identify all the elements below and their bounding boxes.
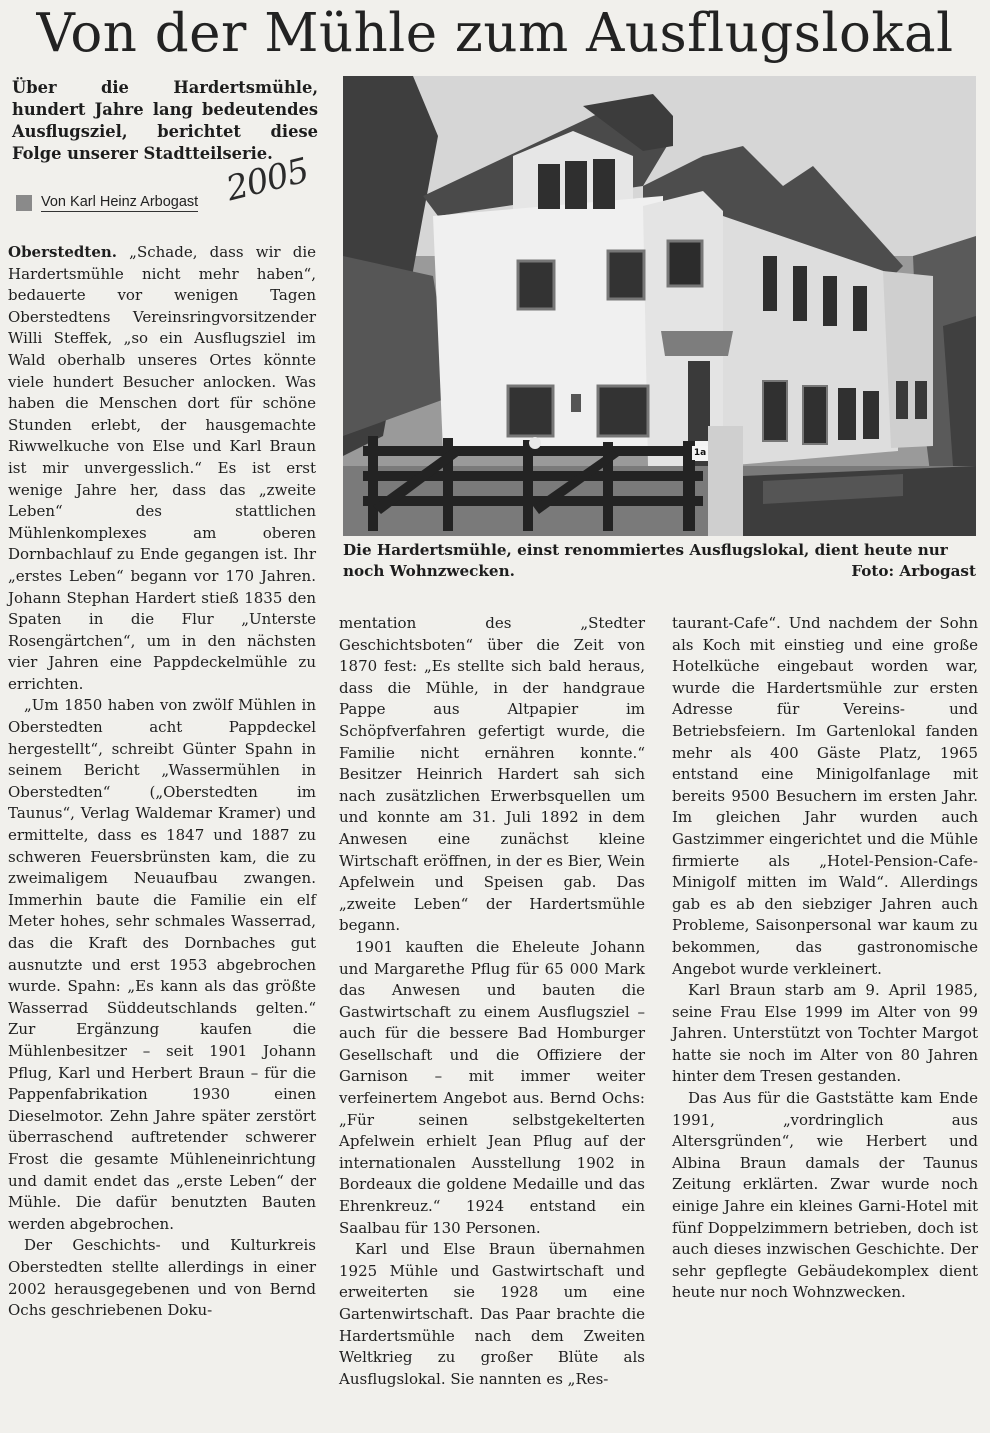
paragraph: „Um 1850 haben von zwölf Mühlen in Oberstedten acht Pappdeckel hergestellt“, schreibt Günter Spahn in seinem Bericht „Wassermühlen in Oberstedten“ („Oberstedten im Taunus“, Verlag Waldemar Kramer) und ermittelte, dass es 1847 und 1887 zu schweren Feuersbrünsten kam, die zu zweimaligem Neuaufbau zwangen. Immerhin baute die Familie ein elf Meter hohes, sehr schmales Wasserrad, das die Kraft des Dornbaches gut ausnutzte und erst 1953 abgebrochen wurde. Spahn: „Es kann als das größte Wasserrad Süddeutschlands gelten.“ Zur Ergänzung kaufen die Mühlenbesitzer – seit 1901 Johann Pflug, Karl und Herbert Braun – für die Pappenfabrikation 1930 einen Dieselmotor. Zehn Jahre später zerstört überraschend auftretender schwerer Frost die gesamte Mühleneinrichtung und damit endet das „erste Leben“ der Mühle. Die dafür benutzten Bauten werden abgebrochen.: [8, 696, 316, 1233]
byline: [16, 192, 198, 214]
house-photo-illustration: [343, 76, 976, 536]
paragraph: mentation des „Stedter Geschichtsboten“ über die Zeit von 1870 fest: „Es stellte sich bald heraus, dass die Mühle, in der handgraue Pappe aus Altpapier im Schöpfverfahren gefertigt wurde, die Familie nicht ernähren konnte.“ Besitzer Heinrich Hardert sah sich nach zusätzlichen Erwerbsquellen um und konnte am 31. Juli 1892 in dem Anwesen eine zunächst kleine Wirtschaft eröffnen, in der es Bier, Wein Apfelwein und Speisen gab. Das „zweite Leben“ der Hardertsmühle begann.: [339, 614, 645, 935]
article-photo: [343, 76, 976, 536]
paragraph: [8, 242, 316, 695]
article-column-2: [339, 613, 645, 1390]
byline-square-icon: [16, 195, 32, 211]
door-number-sign: 1a: [693, 448, 707, 458]
handwritten-year-note: 2005: [222, 150, 313, 210]
photo-credit: Foto: Arbogast: [851, 562, 976, 580]
byline-author: Von Karl Heinz Arbogast: [41, 194, 199, 210]
paragraph: Das Aus für die Gaststätte kam Ende 1991, „vordringlich aus Altersgründen“, wie Herbert und Albina Braun damals der Taunus Zeitung erklärten. Zwar wurde noch einige Jahre ein kleines Garni-Hotel mit fünf Doppelzimmern betrieben, doch ist auch dieses inzwischen Geschichte. Der sehr gepflegte Gebäudekomplex dient heute nur noch Wohnzwecken.: [672, 1089, 978, 1302]
paragraph: 1901 kauften die Eheleute Johann und Margarethe Pflug für 65 000 Mark das Anwesen und bauten die Gastwirtschaft zu einem Ausflugsziel – auch für die bessere Bad Homburger Gesellschaft und die Offiziere der Garnison – mit immer weiter verfeinertem Angebot aus. Bernd Ochs: „Für seinen selbstgekelterten Apfelwein erhielt Jean Pflug auf der internationalen Ausstellung 1902 in Bordeaux die goldene Medaille und das Ehrenkreuz.“ 1924 entstand ein Saalbau für 130 Personen.: [339, 937, 645, 1237]
paragraph: Der Geschichts- und Kulturkreis Oberstedten stellte allerdings in einer 2002 herausgegebenen und von Bernd Ochs geschriebenen Doku-: [8, 1236, 316, 1320]
article-column-3: [672, 613, 978, 1304]
paragraph: Karl und Else Braun übernahmen 1925 Mühle und Gastwirtschaft und erweiterten sie 1928 um eine Gartenwirtschaft. Das Paar brachte die Hardertsmühle nach dem Zweiten Weltkrieg zu großer Blüte als Ausflugslokal. Sie nannten es „Res-: [339, 1240, 645, 1388]
article-headline: Von der Mühle zum Ausflugslokal: [36, 3, 954, 64]
article-column-1: [8, 242, 316, 1322]
dateline: Oberstedten.: [8, 243, 118, 261]
photo-caption: [343, 540, 978, 582]
article-teaser: Über die Hardertsmühle, hundert Jahre lang bedeutendes Ausflugsziel, berichtet diese Folge unserer Stadtteilserie.: [12, 78, 318, 163]
paragraph: Karl Braun starb am 9. April 1985, seine Frau Else 1999 im Alter von 99 Jahren. Unterstützt von Tochter Margot hatte sie noch im Alter von 80 Jahren hinter dem Tresen gestanden.: [672, 981, 978, 1086]
paragraph: taurant-Cafe“. Und nachdem der Sohn als Koch mit einstieg und eine große Hotelküche eingebaut worden war, wurde die Hardertsmühle zur ersten Adresse für Vereins- und Betriebsfeiern. Im Gartenlokal fanden mehr als 400 Gäste Platz, 1965 entstand eine Minigolfanlage mit bereits 9500 Besuchern im ersten Jahr. Im gleichen Jahr wurden auch Gastzimmer eingerichtet und die Mühle firmierte als „Hotel-Pension-Cafe-Minigolf mitten im Wald“. Allerdings gab es ab den siebziger Jahren auch Probleme, Saisonpersonal war kaum zu bekommen, das gastronomische Angebot wurde verkleinert.: [672, 614, 978, 978]
photo-caption-text: Die Hardertsmühle, einst renommiertes Ausflugslokal, dient heute nur noch Wohnzwecken.: [343, 541, 948, 580]
paragraph-text: „Schade, dass wir die Hardertsmühle nicht mehr haben“, bedauerte vor wenigen Tagen Oberstedtens Vereinsringvorsitzender Willi Steffek, „so ein Ausflugsziel im Wald oberhalb unseres Ortes könnte viele hundert Besucher anlocken. Was haben die Menschen dort für schöne Stunden erlebt, der hausgemachte Riwwelkuche von Else und Karl Braun ist mir unvergesslich.“ Es ist erst wenige Jahre her, dass das „zweite Leben“ des stattlichen Mühlenkomplexes am oberen Dornbachlauf zu Ende gegangen ist. Ihr „erstes Leben“ begann vor 170 Jahren. Johann Stephan Hardert stieß 1835 den Spaten in die Flur „Unterste Rosengärtchen“, um in den nächsten vier Jahren eine Pappdeckelmühle zu errichten.: [8, 243, 316, 693]
